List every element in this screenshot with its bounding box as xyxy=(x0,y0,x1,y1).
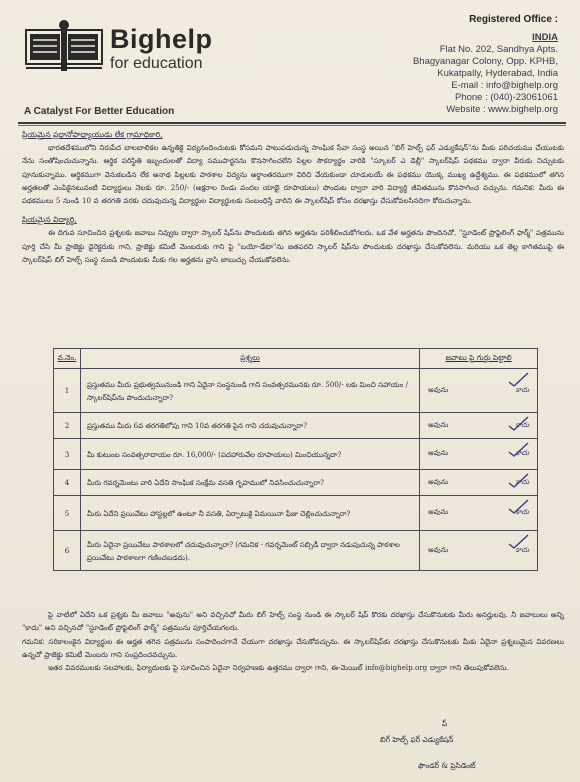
answer-yes-option[interactable]: అవును xyxy=(428,508,449,516)
paragraph-note: గమనిక: సరికాలంకైన విద్యార్థుల ఈ అర్హత తగిన పత్రమును సంపాదించగానే చేయుగా దరఖాస్తు చేసుకోవచ్చును. ఈ స్కాలర్‌షిప్‌కు దరఖాస్తు చేసుకొనుటకు మీకు ఏదైనా ప్రశ్నలుమైన వివరణలు ఉన్నచో ప్రాజెక్టు కమిటీ మెంబరు గాని సంప్రదించవచ్చును. xyxy=(22,636,564,659)
row-answer[interactable] xyxy=(420,413,538,439)
paragraph-intro: భారతదేశములోని నిరుపేద బాలబాలికల ఉన్నతికై విద్యనందించుటకు కోసమని పాటుపడుచున్న సాంఘిక సేవా సంస్థ అయిన "బిగ్ హెల్ప్ ఫర్ ఎడ్యుకేషన్"ను మీకు పరిచయము చేయుటకు నేను సంతోషించుచున్నాను. ఆర్థిక పరిస్థితి ఇబ్బందులతో విద్యా సముపార్జనను కొనసాగించలేని పిల్లల సౌకర్యార్థం వారికి "స్కూలర్ ఎ డెల్లీ" స్కాలర్‌షిప్ పథకము ద్వారా వీరుకు నిచ్చుటకు పూనుకున్నాము. ఆర్థికముగా వెనుకబడిన లేక అనాథ పిల్లలకు పాఠశాల విద్యను అర్ధాంతరముగా విరిచి వేయకుండా చూడుటయే ఈ పథకము యొక్క ముఖ్య ఉద్దేశ్యము. ఈ పథకములో తగిన అర్హతలతో ఎంపికైనటువంటి విద్యార్థులు నెలకు రూ. 250/- (అక్షరాల రెండు వందల యాభై రూపాయలు) పొందుట ద్వారా వారి విద్యార్థి జీవితమును కొనసాగించ వచ్చును. గమనిక: మీరు ఈ పథకములు 5 నుండి 10 వ తరగతి వరకు చదువుచున్న విద్యార్థుల విద్యార్థులకు సంబంధిస్తే వారిని ఈ స్కాలర్‌షిప్ కోసం దరఖాస్తు చేసుకోవలసినదిగా కోరుచున్నాను. xyxy=(22,143,564,206)
answer-no-option[interactable]: కాదు xyxy=(515,449,529,457)
answer-yes-option[interactable]: అవును xyxy=(428,449,449,457)
registered-office xyxy=(413,14,558,116)
registered-office-label: Registered Office : xyxy=(469,14,558,25)
office-email: E-mail : info@bighelp.org xyxy=(451,80,558,91)
office-phone: Phone : (040)-23061061 xyxy=(455,92,558,103)
row-question: ప్రస్తుతము మీరు 6వ తరగతిలోపు గాని 10వ తరగతి పైన గాని చదువుచున్నారా? xyxy=(80,413,419,439)
office-website: Website : www.bighelp.org xyxy=(446,104,558,115)
letter-footer xyxy=(22,608,564,674)
checkmark-icon xyxy=(503,498,531,516)
header-divider xyxy=(18,122,566,124)
row-answer[interactable] xyxy=(420,439,538,470)
address-line: Kukatpally, Hyderabad, India xyxy=(437,68,558,79)
row-question: మీరు ఏదేని ప్రయివేటు హాస్టల్లలో ఉంటూ నీ వసతి, ఏర్పాటుకై ఏమయినా ఫీజు చెల్లించుచున్నారా? xyxy=(80,496,419,531)
row-question: ప్రస్తుతము మీరు ప్రభుత్వమునుండి గాని ఏదైనా సంస్థనుండి గాని సంవత్సరమునకు రూ. 500/- లకు మించి సహాయం / స్కాలర్‌షిప్‌ను పొందుచున్నారా? xyxy=(80,369,419,413)
row-number: 3 xyxy=(54,439,81,470)
row-question: మీ కుటుంబ సంవత్సరాదాయం రూ. 16,000/- (పదహారువేల రూపాయలు) మించియున్నదా? xyxy=(80,439,419,470)
eligibility-table xyxy=(53,348,538,571)
row-answer[interactable] xyxy=(420,369,538,413)
row-number: 6 xyxy=(54,531,81,571)
paragraph-eligibility: ఈ దిగువ సూచించిన ప్రశ్నలకు జవాబు నివ్వుట ద్వారా స్కాలర్ షిప్‌ను పొందుటకు తగిన అర్హతను పరిశీలించుకోగలరు. ఒక వేళ అర్హతను పొందినచో, "స్టూడెంట్ ప్రొఫైలింగ్ ఫార్మ్" పత్రమును పూర్తి చేసి మీ ప్రాజెక్టు డైరెక్టరుకు గాని, ప్రాజెక్టు కమిటీ మెంబరుకు గాని పై "బయో-డేటా"ను జతపరచి స్కాలర్ షిప్‌ను పొందుటకు దరఖాస్తు చేసుకోవలెను. మరియు ఒక తెల్ల కాగితముపై ఈ స్కాలర్‌షిప్ బిగ్ హెల్ప్ సంస్థ నుండి పొందుటకు మీకు గల అర్హతను వ్రాసి జాబుచ్చు చేయుకోవలెను. xyxy=(22,228,564,265)
signatory-org: బిగ్ హెల్ప్ ఫర్ ఎడ్యుకేషన్ xyxy=(380,735,454,744)
row-number: 2 xyxy=(54,413,81,439)
logo xyxy=(24,18,213,78)
checkmark-icon xyxy=(503,472,531,490)
checkmark-icon xyxy=(503,371,531,389)
book-person-logo-icon xyxy=(24,18,104,78)
table-row xyxy=(54,531,538,571)
col-question-header: ప్రశ్నలు xyxy=(80,349,419,369)
table-row xyxy=(54,470,538,496)
col-answer-header: జవాబు పై గుర్తు పెట్టాలి xyxy=(420,349,538,369)
table-row xyxy=(54,369,538,413)
table-row xyxy=(54,413,538,439)
office-country: INDIA xyxy=(532,32,558,43)
salutation-headmaster: ప్రియమైన ప్రధానోపాధ్యాయుడు లేక గ్రామాధికారి, xyxy=(22,130,163,139)
row-answer[interactable] xyxy=(420,531,538,571)
tagline: A Catalyst For Better Education xyxy=(24,106,175,117)
checkmark-icon xyxy=(503,441,531,459)
closing-mark: ప్ xyxy=(442,719,448,728)
answer-no-option[interactable]: కాదు xyxy=(515,545,529,554)
letter-body xyxy=(22,128,564,266)
col-serial-header: వ.నెం. xyxy=(54,349,81,369)
row-answer[interactable] xyxy=(420,470,538,496)
answer-yes-option[interactable]: అవును xyxy=(428,545,449,554)
row-question: మీరు గవర్నమెంటు వారి ఏదేని సాంఘిక సంక్షేమ వసతి గృహములో నివసించుచున్నారా? xyxy=(80,470,419,496)
answer-yes-option[interactable]: అవును xyxy=(428,420,449,429)
row-number: 4 xyxy=(54,470,81,496)
row-answer[interactable] xyxy=(420,496,538,531)
answer-no-option[interactable]: కాదు xyxy=(515,420,529,429)
answer-no-option[interactable]: కాదు xyxy=(515,385,529,394)
answer-yes-option[interactable]: అవును xyxy=(428,477,449,486)
answer-no-option[interactable]: కాదు xyxy=(515,508,529,516)
paragraph-result: పై వాటిలో ఏదేని ఒక ప్రశ్నకు మీ జవాబు "అవును" అని వచ్చినచో మీరు బిగ్ హెల్ప్ సంస్థ నుండి ఈ స్కాలర్ షిప్ కొరకు దరఖాస్తు చేసుకొనుటకు మీరు అనర్హులవు. నీ జవాబులు అన్ని "కాదు" అని వచ్చినచో "స్టూడెంట్ ప్రొఫైలింగ్ ఫార్మ్" పత్రమును పూర్తిచేయగలరు. xyxy=(22,610,564,633)
brand-name: Bighelp xyxy=(110,24,213,54)
signature-block xyxy=(380,716,476,774)
signatory-role: ఫౌండర్ & ప్రెసిడెంట్ xyxy=(418,761,476,770)
address-line: Flat No. 202, Sandhya Apts. xyxy=(439,44,558,55)
row-question: మీరు ఏదైనా ప్రయివేటు పాఠశాలలో చదువుచున్నారా? (గమనిక - గవర్నమెంట్ సబ్సిడీ ద్వారా నడుపుచున్న పాఠశాల ప్రయివేటు పాఠశాలగా గణించబడదు). xyxy=(80,531,419,571)
table-row xyxy=(54,439,538,470)
checkmark-icon xyxy=(503,533,531,551)
table-row xyxy=(54,496,538,531)
salutation-student: ప్రియమైన విద్యార్థి, xyxy=(22,215,77,225)
header-divider-thin xyxy=(18,125,566,126)
answer-yes-option[interactable]: అవును xyxy=(428,385,449,394)
paragraph-contact: ఇతర వివరములకు సలహాలకు, ఫిర్యాదులకు పై సూచించిన ఏదైనా నిర్వహణకు ఉత్తరము ద్వారా గాని, ఈ-మెయిల్ info@bighelp.org ద్వారా గాని తెలుపుకోవలెను. xyxy=(48,663,509,673)
row-number: 5 xyxy=(54,496,81,531)
address-line: Bhagyanagar Colony, Opp. KPHB, xyxy=(412,56,558,67)
brand-subtitle: for education xyxy=(110,55,203,72)
answer-no-option[interactable]: కాదు xyxy=(515,477,529,486)
row-number: 1 xyxy=(54,369,81,413)
letterhead xyxy=(24,8,566,128)
checkmark-icon xyxy=(503,415,531,433)
